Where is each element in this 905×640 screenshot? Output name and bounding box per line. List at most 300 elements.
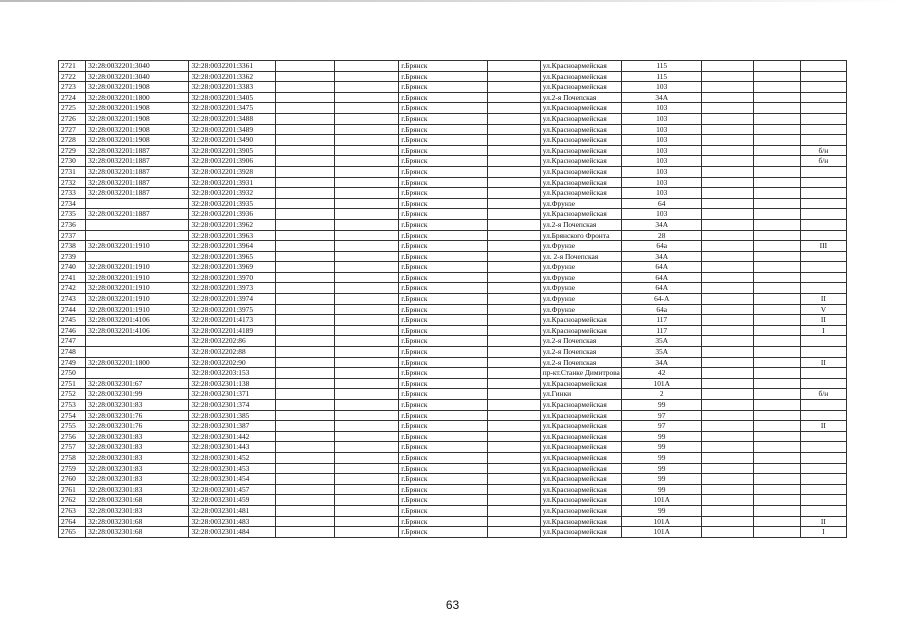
table-row — [59, 410, 847, 421]
house-number: 103 — [622, 177, 702, 188]
street: ул.Красноармейская — [540, 156, 621, 167]
unit-note — [800, 400, 846, 411]
empty-cell — [335, 219, 399, 230]
empty-cell — [702, 135, 753, 146]
table-row — [59, 209, 847, 220]
unit-note — [800, 272, 846, 283]
parent-cadastral-number: 32:28:0032301:67 — [86, 378, 189, 389]
cadastral-number: 32:28:0032301:138 — [189, 378, 275, 389]
table-row — [59, 177, 847, 188]
cadastral-number: 32:28:0032201:3963 — [189, 230, 275, 241]
empty-cell — [753, 474, 800, 485]
empty-cell — [335, 505, 399, 516]
empty-cell — [275, 135, 334, 146]
empty-cell — [702, 421, 753, 432]
unit-note — [800, 71, 846, 82]
empty-cell — [702, 516, 753, 527]
parent-cadastral-number: 32:28:0032301:99 — [86, 389, 189, 400]
empty-cell — [275, 272, 334, 283]
empty-cell — [753, 135, 800, 146]
unit-note — [800, 463, 846, 474]
row-number: 2744 — [59, 304, 86, 315]
parent-cadastral-number: 32:28:0032301:76 — [86, 410, 189, 421]
empty-cell — [702, 209, 753, 220]
city: г.Брянск — [399, 166, 487, 177]
empty-cell — [702, 272, 753, 283]
parent-cadastral-number: 32:28:0032301:83 — [86, 431, 189, 442]
empty-cell — [753, 315, 800, 326]
row-number: 2727 — [59, 124, 86, 135]
empty-cell — [753, 156, 800, 167]
empty-cell — [275, 431, 334, 442]
row-number: 2728 — [59, 135, 86, 146]
table-row — [59, 336, 847, 347]
empty-cell — [702, 378, 753, 389]
street: ул.2-я Почепская — [540, 336, 621, 347]
row-number: 2739 — [59, 251, 86, 262]
unit-note: II — [800, 421, 846, 432]
unit-note — [800, 82, 846, 93]
empty-cell — [702, 304, 753, 315]
unit-note: II — [800, 357, 846, 368]
row-number: 2763 — [59, 505, 86, 516]
empty-cell — [702, 166, 753, 177]
empty-cell — [753, 113, 800, 124]
table-row — [59, 505, 847, 516]
cadastral-number: 32:28:0032202:86 — [189, 336, 275, 347]
table-row — [59, 495, 847, 506]
empty-cell — [487, 484, 540, 495]
street: ул.Красноармейская — [540, 177, 621, 188]
street: ул.Красноармейская — [540, 474, 621, 485]
empty-cell — [487, 527, 540, 538]
empty-cell — [335, 463, 399, 474]
cadastral-number: 32:28:0032301:459 — [189, 495, 275, 506]
empty-cell — [335, 527, 399, 538]
house-number: 64-А — [622, 294, 702, 305]
empty-cell — [753, 463, 800, 474]
cadastral-number: 32:28:0032201:4173 — [189, 315, 275, 326]
empty-cell — [753, 177, 800, 188]
empty-cell — [702, 124, 753, 135]
table-row — [59, 368, 847, 379]
empty-cell — [702, 431, 753, 442]
street: ул.Красноармейская — [540, 378, 621, 389]
row-number: 2761 — [59, 484, 86, 495]
empty-cell — [487, 347, 540, 358]
table-row — [59, 283, 847, 294]
cadastral-number: 32:28:0032301:484 — [189, 527, 275, 538]
street: ул.Красноармейская — [540, 166, 621, 177]
cadastral-number: 32:28:0032201:3928 — [189, 166, 275, 177]
empty-cell — [275, 442, 334, 453]
unit-note — [800, 505, 846, 516]
unit-note — [800, 452, 846, 463]
parent-cadastral-number: 32:28:0032301:68 — [86, 495, 189, 506]
empty-cell — [487, 92, 540, 103]
city: г.Брянск — [399, 156, 487, 167]
city: г.Брянск — [399, 474, 487, 485]
table-row — [59, 421, 847, 432]
unit-note — [800, 92, 846, 103]
unit-note — [800, 166, 846, 177]
empty-cell — [753, 103, 800, 114]
empty-cell — [487, 304, 540, 315]
table-row — [59, 516, 847, 527]
empty-cell — [487, 113, 540, 124]
empty-cell — [487, 209, 540, 220]
empty-cell — [702, 368, 753, 379]
table-row — [59, 251, 847, 262]
empty-cell — [487, 452, 540, 463]
empty-cell — [702, 188, 753, 199]
cadastral-number: 32:28:0032301:442 — [189, 431, 275, 442]
empty-cell — [335, 113, 399, 124]
empty-cell — [275, 325, 334, 336]
row-number: 2740 — [59, 262, 86, 273]
empty-cell — [335, 378, 399, 389]
house-number: 34А — [622, 219, 702, 230]
empty-cell — [335, 516, 399, 527]
empty-cell — [753, 389, 800, 400]
empty-cell — [753, 527, 800, 538]
table-row — [59, 135, 847, 146]
city: г.Брянск — [399, 421, 487, 432]
empty-cell — [702, 251, 753, 262]
house-number: 101А — [622, 527, 702, 538]
empty-cell — [275, 188, 334, 199]
row-number: 2755 — [59, 421, 86, 432]
table-row — [59, 484, 847, 495]
empty-cell — [487, 463, 540, 474]
parent-cadastral-number: 32:28:0032201:1887 — [86, 145, 189, 156]
cadastral-number: 32:28:0032301:452 — [189, 452, 275, 463]
table-row — [59, 452, 847, 463]
parent-cadastral-number: 32:28:0032201:3040 — [86, 71, 189, 82]
table-row — [59, 357, 847, 368]
empty-cell — [702, 219, 753, 230]
empty-cell — [753, 166, 800, 177]
cadastral-number: 32:28:0032201:3475 — [189, 103, 275, 114]
street: ул.Красноармейская — [540, 505, 621, 516]
empty-cell — [753, 452, 800, 463]
table-row — [59, 82, 847, 93]
house-number: 99 — [622, 442, 702, 453]
empty-cell — [335, 474, 399, 485]
empty-cell — [753, 505, 800, 516]
house-number: 35А — [622, 336, 702, 347]
empty-cell — [275, 145, 334, 156]
city: г.Брянск — [399, 336, 487, 347]
city: г.Брянск — [399, 357, 487, 368]
empty-cell — [702, 347, 753, 358]
cadastral-number: 32:28:0032201:3405 — [189, 92, 275, 103]
empty-cell — [275, 251, 334, 262]
empty-cell — [753, 92, 800, 103]
city: г.Брянск — [399, 400, 487, 411]
empty-cell — [275, 156, 334, 167]
empty-cell — [702, 527, 753, 538]
house-number: 101А — [622, 378, 702, 389]
row-number: 2758 — [59, 452, 86, 463]
empty-cell — [753, 378, 800, 389]
row-number: 2756 — [59, 431, 86, 442]
house-number: 103 — [622, 166, 702, 177]
empty-cell — [335, 251, 399, 262]
table-row — [59, 347, 847, 358]
empty-cell — [335, 495, 399, 506]
empty-cell — [702, 113, 753, 124]
empty-cell — [753, 219, 800, 230]
table-row — [59, 145, 847, 156]
cadastral-number: 32:28:0032301:457 — [189, 484, 275, 495]
unit-note: II — [800, 294, 846, 305]
unit-note — [800, 378, 846, 389]
empty-cell — [487, 474, 540, 485]
empty-cell — [753, 145, 800, 156]
parent-cadastral-number: 32:28:0032201:1800 — [86, 92, 189, 103]
house-number: 97 — [622, 410, 702, 421]
empty-cell — [275, 474, 334, 485]
empty-cell — [335, 124, 399, 135]
empty-cell — [487, 71, 540, 82]
cadastral-number: 32:28:0032201:3931 — [189, 177, 275, 188]
row-number: 2734 — [59, 198, 86, 209]
empty-cell — [702, 198, 753, 209]
empty-cell — [702, 103, 753, 114]
empty-cell — [275, 463, 334, 474]
street: ул.Красноармейская — [540, 452, 621, 463]
city: г.Брянск — [399, 82, 487, 93]
empty-cell — [335, 421, 399, 432]
house-number: 103 — [622, 113, 702, 124]
city: г.Брянск — [399, 251, 487, 262]
empty-cell — [487, 188, 540, 199]
parent-cadastral-number: 32:28:0032201:1908 — [86, 124, 189, 135]
empty-cell — [702, 145, 753, 156]
empty-cell — [275, 177, 334, 188]
street: ул.Фрунзе — [540, 283, 621, 294]
unit-note — [800, 410, 846, 421]
empty-cell — [702, 61, 753, 72]
parent-cadastral-number — [86, 251, 189, 262]
empty-cell — [275, 71, 334, 82]
city: г.Брянск — [399, 505, 487, 516]
empty-cell — [702, 463, 753, 474]
row-number: 2732 — [59, 177, 86, 188]
empty-cell — [335, 442, 399, 453]
cadastral-number: 32:28:0032201:3974 — [189, 294, 275, 305]
empty-cell — [275, 347, 334, 358]
empty-cell — [275, 315, 334, 326]
cadastral-number: 32:28:0032301:454 — [189, 474, 275, 485]
empty-cell — [335, 389, 399, 400]
empty-cell — [702, 410, 753, 421]
street: ул.Красноармейская — [540, 421, 621, 432]
parent-cadastral-number: 32:28:0032201:1910 — [86, 262, 189, 273]
empty-cell — [487, 262, 540, 273]
city: г.Брянск — [399, 463, 487, 474]
empty-cell — [275, 209, 334, 220]
city: г.Брянск — [399, 113, 487, 124]
unit-note — [800, 283, 846, 294]
empty-cell — [335, 431, 399, 442]
empty-cell — [487, 421, 540, 432]
row-number: 2765 — [59, 527, 86, 538]
table-row — [59, 378, 847, 389]
street: ул.2-я Почепская — [540, 347, 621, 358]
table-row — [59, 389, 847, 400]
empty-cell — [487, 241, 540, 252]
cadastral-number: 32:28:0032201:3489 — [189, 124, 275, 135]
house-number: 103 — [622, 82, 702, 93]
street: ул.Красноармейская — [540, 135, 621, 146]
cadastral-number: 32:28:0032202:90 — [189, 357, 275, 368]
empty-cell — [487, 357, 540, 368]
empty-cell — [702, 442, 753, 453]
house-number: 99 — [622, 431, 702, 442]
row-number: 2741 — [59, 272, 86, 283]
city: г.Брянск — [399, 304, 487, 315]
cadastral-number: 32:28:0032201:3383 — [189, 82, 275, 93]
empty-cell — [702, 400, 753, 411]
city: г.Брянск — [399, 124, 487, 135]
empty-cell — [275, 283, 334, 294]
table-row — [59, 272, 847, 283]
parent-cadastral-number: 32:28:0032201:1908 — [86, 82, 189, 93]
parent-cadastral-number: 32:28:0032301:83 — [86, 442, 189, 453]
empty-cell — [487, 251, 540, 262]
street: пр-кт.Станке Димитрова — [540, 368, 621, 379]
row-number: 2760 — [59, 474, 86, 485]
row-number: 2754 — [59, 410, 86, 421]
cadastral-number: 32:28:0032201:3905 — [189, 145, 275, 156]
row-number: 2742 — [59, 283, 86, 294]
city: г.Брянск — [399, 347, 487, 358]
street: ул.Красноармейская — [540, 400, 621, 411]
parent-cadastral-number: 32:28:0032201:1887 — [86, 166, 189, 177]
table-row — [59, 230, 847, 241]
city: г.Брянск — [399, 145, 487, 156]
house-number: 103 — [622, 103, 702, 114]
unit-note — [800, 103, 846, 114]
unit-note — [800, 230, 846, 241]
empty-cell — [275, 198, 334, 209]
unit-note — [800, 219, 846, 230]
cadastral-number: 32:28:0032301:453 — [189, 463, 275, 474]
empty-cell — [753, 209, 800, 220]
empty-cell — [702, 452, 753, 463]
house-number: 103 — [622, 156, 702, 167]
row-number: 2749 — [59, 357, 86, 368]
house-number: 117 — [622, 315, 702, 326]
unit-note — [800, 495, 846, 506]
street: ул.Красноармейская — [540, 209, 621, 220]
empty-cell — [487, 495, 540, 506]
cadastral-number: 32:28:0032201:3962 — [189, 219, 275, 230]
cadastral-number: 32:28:0032201:3970 — [189, 272, 275, 283]
empty-cell — [487, 378, 540, 389]
unit-note: II — [800, 315, 846, 326]
empty-cell — [487, 198, 540, 209]
empty-cell — [335, 325, 399, 336]
unit-note — [800, 251, 846, 262]
unit-note: II — [800, 516, 846, 527]
empty-cell — [275, 410, 334, 421]
city: г.Брянск — [399, 325, 487, 336]
empty-cell — [275, 294, 334, 305]
unit-note — [800, 188, 846, 199]
empty-cell — [487, 442, 540, 453]
table-row — [59, 400, 847, 411]
street: ул.Фрунзе — [540, 241, 621, 252]
empty-cell — [753, 230, 800, 241]
house-number: 99 — [622, 463, 702, 474]
table-row — [59, 262, 847, 273]
city: г.Брянск — [399, 527, 487, 538]
street: ул.2-я Почепская — [540, 92, 621, 103]
empty-cell — [275, 336, 334, 347]
empty-cell — [753, 325, 800, 336]
city: г.Брянск — [399, 431, 487, 442]
empty-cell — [753, 241, 800, 252]
city: г.Брянск — [399, 516, 487, 527]
street: ул.Красноармейская — [540, 124, 621, 135]
empty-cell — [275, 230, 334, 241]
city: г.Брянск — [399, 219, 487, 230]
house-number: 115 — [622, 61, 702, 72]
unit-note — [800, 431, 846, 442]
parent-cadastral-number: 32:28:0032201:1887 — [86, 177, 189, 188]
house-number: 103 — [622, 209, 702, 220]
empty-cell — [487, 166, 540, 177]
city: г.Брянск — [399, 315, 487, 326]
empty-cell — [335, 82, 399, 93]
city: г.Брянск — [399, 442, 487, 453]
cadastral-number: 32:28:0032201:3361 — [189, 61, 275, 72]
house-number: 28 — [622, 230, 702, 241]
empty-cell — [487, 124, 540, 135]
empty-cell — [487, 336, 540, 347]
unit-note: III — [800, 241, 846, 252]
empty-cell — [702, 505, 753, 516]
empty-cell — [487, 283, 540, 294]
empty-cell — [753, 431, 800, 442]
house-number: 99 — [622, 484, 702, 495]
empty-cell — [335, 357, 399, 368]
cadastral-number: 32:28:0032201:4189 — [189, 325, 275, 336]
empty-cell — [335, 347, 399, 358]
parent-cadastral-number: 32:28:0032301:83 — [86, 400, 189, 411]
cadastral-number: 32:28:0032201:3964 — [189, 241, 275, 252]
row-number: 2764 — [59, 516, 86, 527]
empty-cell — [335, 272, 399, 283]
cadastral-number: 32:28:0032301:481 — [189, 505, 275, 516]
empty-cell — [702, 82, 753, 93]
parent-cadastral-number: 32:28:0032201:1887 — [86, 188, 189, 199]
parent-cadastral-number: 32:28:0032201:1908 — [86, 135, 189, 146]
empty-cell — [335, 294, 399, 305]
row-number: 2726 — [59, 113, 86, 124]
street: ул.Красноармейская — [540, 188, 621, 199]
row-number: 2730 — [59, 156, 86, 167]
table-row — [59, 103, 847, 114]
parent-cadastral-number: 32:28:0032301:76 — [86, 421, 189, 432]
empty-cell — [753, 368, 800, 379]
city: г.Брянск — [399, 188, 487, 199]
house-number: 101А — [622, 495, 702, 506]
parent-cadastral-number: 32:28:0032201:1910 — [86, 241, 189, 252]
